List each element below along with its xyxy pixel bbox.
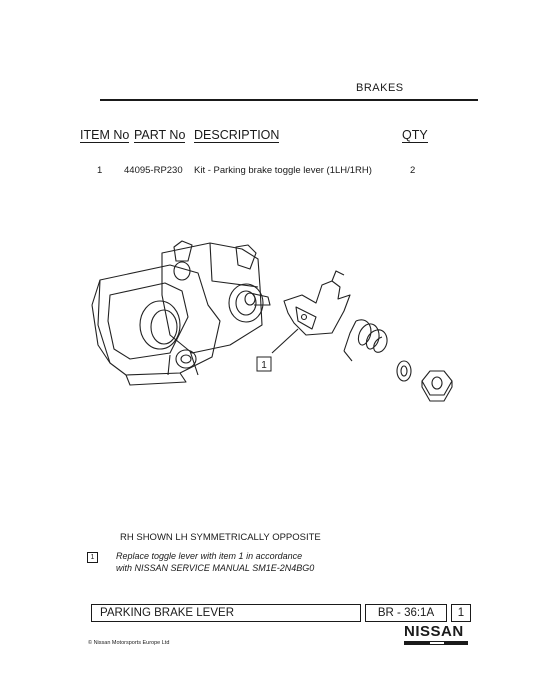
- instruction-line-1: Replace toggle lever with item 1 in accordance: [116, 551, 303, 561]
- logo-text: NISSAN: [404, 623, 464, 640]
- drawing-reference: BR - 36:1A: [365, 604, 447, 622]
- part-description: Kit - Parking brake toggle lever (1LH/1RH): [194, 165, 372, 176]
- instruction-line-2: with NISSAN SERVICE MANUAL SM1E-2N4BG0: [116, 563, 315, 573]
- drawing-title: PARKING BRAKE LEVER: [91, 604, 361, 622]
- title-block: [91, 604, 471, 622]
- header-rule: [100, 99, 478, 101]
- callout-leader: [272, 329, 298, 353]
- part-item-no: 1: [97, 165, 103, 176]
- symmetry-note: RH SHOWN LH SYMMETRICALLY OPPOSITE: [120, 532, 321, 543]
- part-no-header: PART No: [134, 128, 186, 142]
- part-number: 44095-RP230: [124, 165, 183, 176]
- item-no-header: ITEM No: [80, 128, 130, 142]
- copyright-text: © Nissan Motorsports Europe Ltd: [88, 640, 170, 646]
- sheet-number: 1: [451, 604, 471, 622]
- note-callout-box: 1: [87, 552, 98, 563]
- part-qty: 2: [410, 165, 416, 176]
- adjuster: [229, 284, 270, 322]
- toggle-lever: [284, 271, 350, 335]
- description-header: DESCRIPTION: [194, 128, 280, 142]
- spring: [344, 320, 387, 361]
- logo-bar: [404, 641, 468, 645]
- parts-diagram: [70, 225, 470, 425]
- nissan-logo: [404, 624, 468, 645]
- section-title: BRAKES: [356, 82, 404, 94]
- caliper-bracket: [92, 265, 220, 385]
- washer: [397, 361, 411, 381]
- qty-header: QTY: [402, 128, 428, 142]
- nut: [422, 371, 452, 401]
- instruction-note: [116, 550, 314, 574]
- callout-label: 1: [261, 360, 267, 371]
